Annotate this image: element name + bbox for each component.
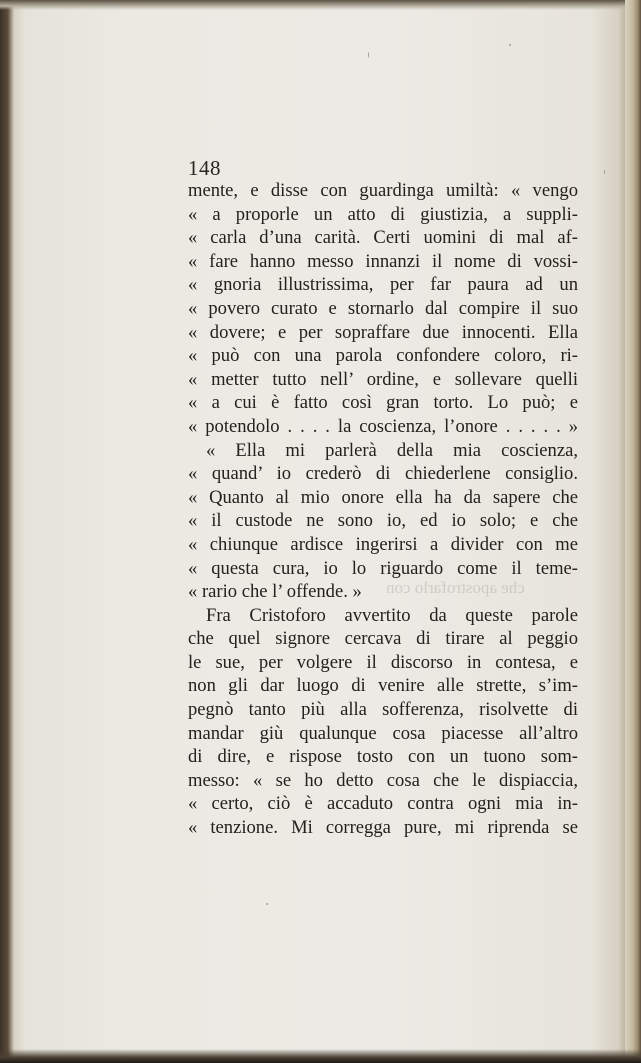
text-line: « Quanto al mio onore ella ha da sapere che (188, 486, 578, 508)
paper-speck (604, 170, 605, 174)
text-line: pegnò tanto più alla sofferenza, risolvette di (188, 699, 578, 721)
text-line: di dire, e rispose tosto con un tuono som- (188, 746, 578, 768)
text-line: « povero curato e stornarlo dal compire il suo (188, 297, 578, 319)
text-line: « potendolo . . . . la coscienza, l’onore . . . . . » (188, 415, 578, 437)
paper-speck (266, 903, 268, 905)
text-line: « a proporle un atto di giustizia, a suppli- (188, 203, 578, 225)
text-line: mandar giù qualunque cosa piacesse all’altro (188, 722, 578, 744)
text-line: « quand’ io crederò di chiederlene consiglio. (188, 463, 578, 485)
page-binding-edge (625, 0, 641, 1063)
text-line: « a cui è fatto così gran torto. Lo può; e (188, 392, 578, 414)
paper-speck (368, 52, 369, 58)
page-number: 148 (188, 156, 221, 180)
text-line: non gli dar luogo di venire alle strette, s’im- (188, 675, 578, 697)
page-bottom-edge (0, 1049, 641, 1063)
text-line: « gnoria illustrissima, per far paura ad un (188, 274, 578, 296)
paper-speck (509, 44, 511, 46)
text-line: le sue, per volgere il discorso in contesa, e (188, 651, 578, 673)
show-through-text: che apostrofarlo con (386, 578, 525, 597)
text-line: « dovere; e per sopraffare due innocenti. Ella (188, 321, 578, 343)
text-line: che quel signore cercava di tirare al peggio (188, 628, 578, 650)
text-line: « Ella mi parlerà della mia coscienza, (206, 439, 578, 461)
text-line: Fra Cristoforo avvertito da queste parole (206, 604, 578, 626)
text-line: « carla d’una carità. Certi uomini di mal af- (188, 227, 578, 249)
text-line: « questa cura, io lo riguardo come il teme- (188, 557, 578, 579)
text-line: « il custode ne sono io, ed io solo; e che (188, 510, 578, 532)
text-line: « può con una parola confondere coloro, ri- (188, 345, 578, 367)
body-text (188, 179, 578, 840)
text-line: « chiunque ardisce ingerirsi a divider con me (188, 533, 578, 555)
text-line: « metter tutto nell’ ordine, e sollevare quelli (188, 368, 578, 390)
text-line: « tenzione. Mi corregga pure, mi riprenda se (188, 817, 578, 839)
page-top-edge (0, 0, 641, 10)
text-line: « rario che l’ offende. » (188, 581, 362, 603)
text-line: messo: « se ho detto cosa che le dispiaccia, (188, 769, 578, 791)
text-line: « certo, ciò è accaduto contra ogni mia in- (188, 793, 578, 815)
text-line: mente, e disse con guardinga umiltà: « vengo (188, 180, 578, 201)
text-line: « fare hanno messo innanzi il nome di vossi- (188, 250, 578, 272)
